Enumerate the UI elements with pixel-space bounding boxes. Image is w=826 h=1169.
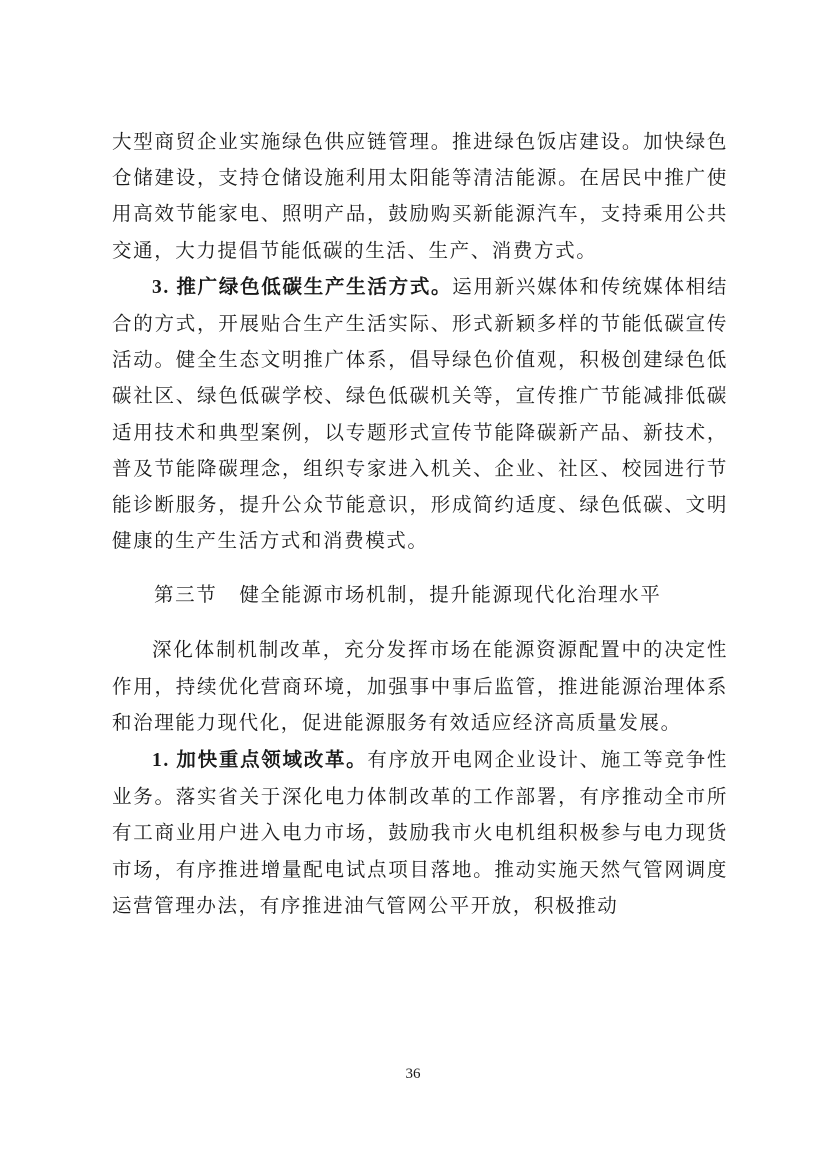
section-title: 健全能源市场机制，提升能源现代化治理水平 xyxy=(239,583,662,607)
paragraph-body: 有序放开电网企业设计、施工等竞争性业务。落实省关于深化电力体制改革的工作部署，有序推动全市所有工商业用户进入电力市场，鼓励我市火电机组积极参与电力现货市场，有序推进增量配电试点项目落地。推动实施天然气管网调度运营管理办法，有序推进油气管网公平开放，积极推动 xyxy=(112,748,728,917)
paragraph-lead-heading: 1. 加快重点领域改革。 xyxy=(152,750,368,772)
paragraph-body: 运用新兴媒体和传统媒体相结合的方式，开展贴合生产生活实际、形式新颖多样的节能低碳宣传活动。健全生态文明推广体系，倡导绿色价值观，积极创建绿色低碳社区、绿色低碳学校、绿色低碳机关等，宣传推广节能减排低碳适用技术和典型案例，以专题形式宣传节能降碳新产品、新技术，普及节能降碳理念，组织专家进入机关、企业、社区、校园进行节能诊断服务，提升公众节能意识，形成简约适度、绿色低碳、文明健康的生产生活方式和消费模式。 xyxy=(112,274,728,553)
section-heading xyxy=(112,577,728,613)
document-page xyxy=(112,124,728,924)
page-number: 36 xyxy=(405,1066,421,1082)
section-number: 第三节 xyxy=(154,583,218,607)
paragraph-green-lifestyle xyxy=(112,269,728,560)
paragraph-section-intro: 深化体制机制改革，充分发挥市场在能源资源配置中的决定性作用，持续优化营商环境，加强事中事后监管，推进能源治理体系和治理能力现代化，促进能源服务有效适应经济高质量发展。 xyxy=(112,638,728,734)
paragraph-key-reforms xyxy=(112,742,728,924)
paragraph-green-supply-chain: 大型商贸企业实施绿色供应链管理。推进绿色饭店建设。加快绿色仓储建设，支持仓储设施利用太阳能等清洁能源。在居民中推广使用高效节能家电、照明产品，鼓励购买新能源汽车，支持乘用公共交通，大力提倡节能低碳的生活、生产、消费方式。 xyxy=(112,130,728,262)
paragraph-lead-heading: 3. 推广绿色低碳生产生活方式。 xyxy=(152,276,453,298)
